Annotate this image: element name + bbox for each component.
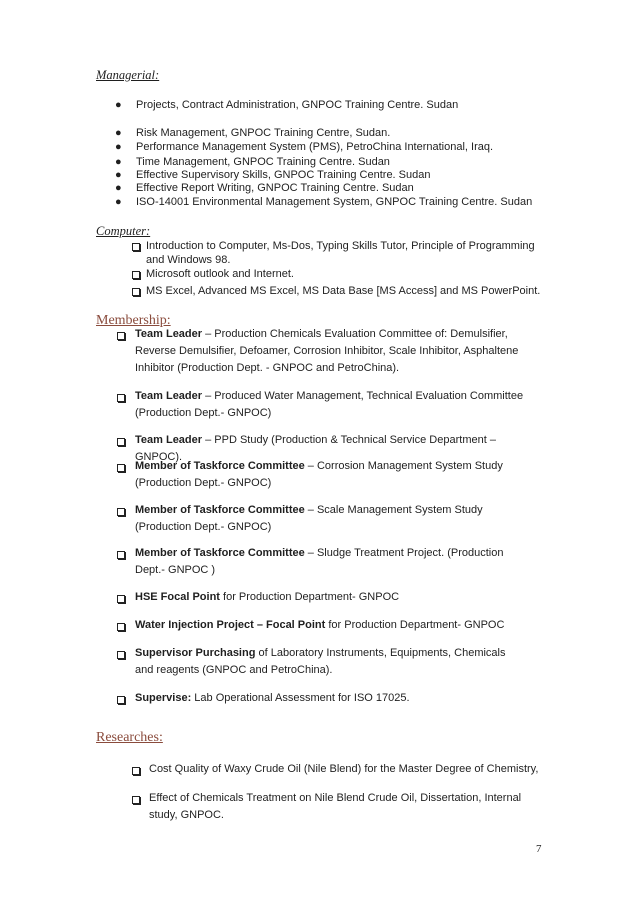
computer-item: Microsoft outlook and Internet.: [146, 268, 294, 280]
bullet-dot-icon: ●: [115, 182, 122, 194]
research-item: Cost Quality of Waxy Crude Oil (Nile Blend) for the Master Degree of Chemistry,: [149, 763, 539, 775]
membership-item: Supervise: Lab Operational Assessment for ISO 17025.: [135, 692, 410, 704]
checkbox-bullet-icon: [117, 595, 125, 603]
bullet-dot-icon: ●: [115, 169, 122, 181]
research-item: Effect of Chemicals Treatment on Nile Blend Crude Oil, Dissertation, Internal study, GNPOC.: [149, 792, 522, 821]
bullet-dot-icon: ●: [115, 127, 122, 139]
checkbox-bullet-icon: [117, 332, 125, 340]
managerial-item: ● Projects, Contract Administration, GNPOC Training Centre. Sudan: [115, 99, 459, 111]
checkbox-bullet-icon: [117, 651, 125, 659]
checkbox-bullet-icon: [117, 464, 125, 472]
membership-heading: Membership:: [96, 313, 171, 328]
checkbox-bullet-icon: [117, 623, 125, 631]
bullet-dot-icon: ●: [115, 196, 122, 208]
checkbox-bullet-icon: [132, 767, 140, 775]
checkbox-bullet-icon: [132, 243, 140, 251]
computer-item-line1: Introduction to Computer, Ms-Dos, Typing Skills Tutor, Principle of Programming: [146, 240, 535, 252]
managerial-item: ● ISO-14001 Environmental Management System, GNPOC Training Centre. Sudan: [115, 196, 533, 208]
managerial-item: ● Effective Supervisory Skills, GNPOC Training Centre. Sudan: [115, 169, 431, 181]
membership-item: Team Leader – PPD Study (Production & Technical Service Department – GNPOC).: [135, 434, 496, 463]
checkbox-bullet-icon: [117, 438, 125, 446]
computer-item: MS Excel, Advanced MS Excel, MS Data Base [MS Access] and MS PowerPoint.: [146, 285, 541, 297]
membership-item: Team Leader – Production Chemicals Evaluation Committee of: Demulsifier, Reverse Demulsifier, Defoamer, Corrosion Inhibitor, Scale Inhibitor, Asphaltene Inhibitor (Production Dept. - GNPOC and PetroChina).: [135, 328, 519, 374]
checkbox-bullet-icon: [117, 394, 125, 402]
membership-item: Water Injection Project – Focal Point for Production Department- GNPOC: [135, 619, 505, 631]
researches-heading: Researches:: [96, 730, 163, 745]
bullet-dot-icon: ●: [115, 141, 122, 153]
membership-item: Supervisor Purchasing of Laboratory Instruments, Equipments, Chemicals and reagents (GNPOC and PetroChina).: [135, 647, 506, 676]
managerial-item: ● Effective Report Writing, GNPOC Training Centre. Sudan: [115, 182, 414, 194]
bullet-dot-icon: ●: [115, 156, 122, 168]
checkbox-bullet-icon: [117, 551, 125, 559]
checkbox-bullet-icon: [132, 288, 140, 296]
membership-item: Member of Taskforce Committee – Scale Management System Study (Production Dept.- GNPOC): [135, 504, 483, 533]
membership-item: HSE Focal Point for Production Department- GNPOC: [135, 591, 400, 603]
checkbox-bullet-icon: [117, 696, 125, 704]
membership-item: Member of Taskforce Committee – Corrosion Management System Study (Production Dept.- GNPOC): [135, 460, 503, 489]
computer-heading: Computer:: [96, 224, 151, 238]
computer-item-line2: and Windows 98.: [146, 254, 231, 266]
managerial-item: ● Risk Management, GNPOC Training Centre, Sudan.: [115, 127, 391, 139]
managerial-heading: Managerial:: [96, 68, 160, 82]
checkbox-bullet-icon: [132, 796, 140, 804]
page-number: 7: [536, 843, 542, 855]
checkbox-bullet-icon: [132, 271, 140, 279]
managerial-item: ● Performance Management System (PMS), PetroChina International, Iraq.: [115, 141, 494, 153]
membership-item: Member of Taskforce Committee – Sludge Treatment Project. (Production Dept.- GNPOC ): [135, 547, 504, 576]
checkbox-bullet-icon: [117, 508, 125, 516]
bullet-dot-icon: ●: [115, 99, 122, 111]
managerial-item: ● Time Management, GNPOC Training Centre. Sudan: [115, 156, 390, 168]
membership-item: Team Leader – Produced Water Management, Technical Evaluation Committee (Production Dept.- GNPOC): [135, 390, 524, 419]
